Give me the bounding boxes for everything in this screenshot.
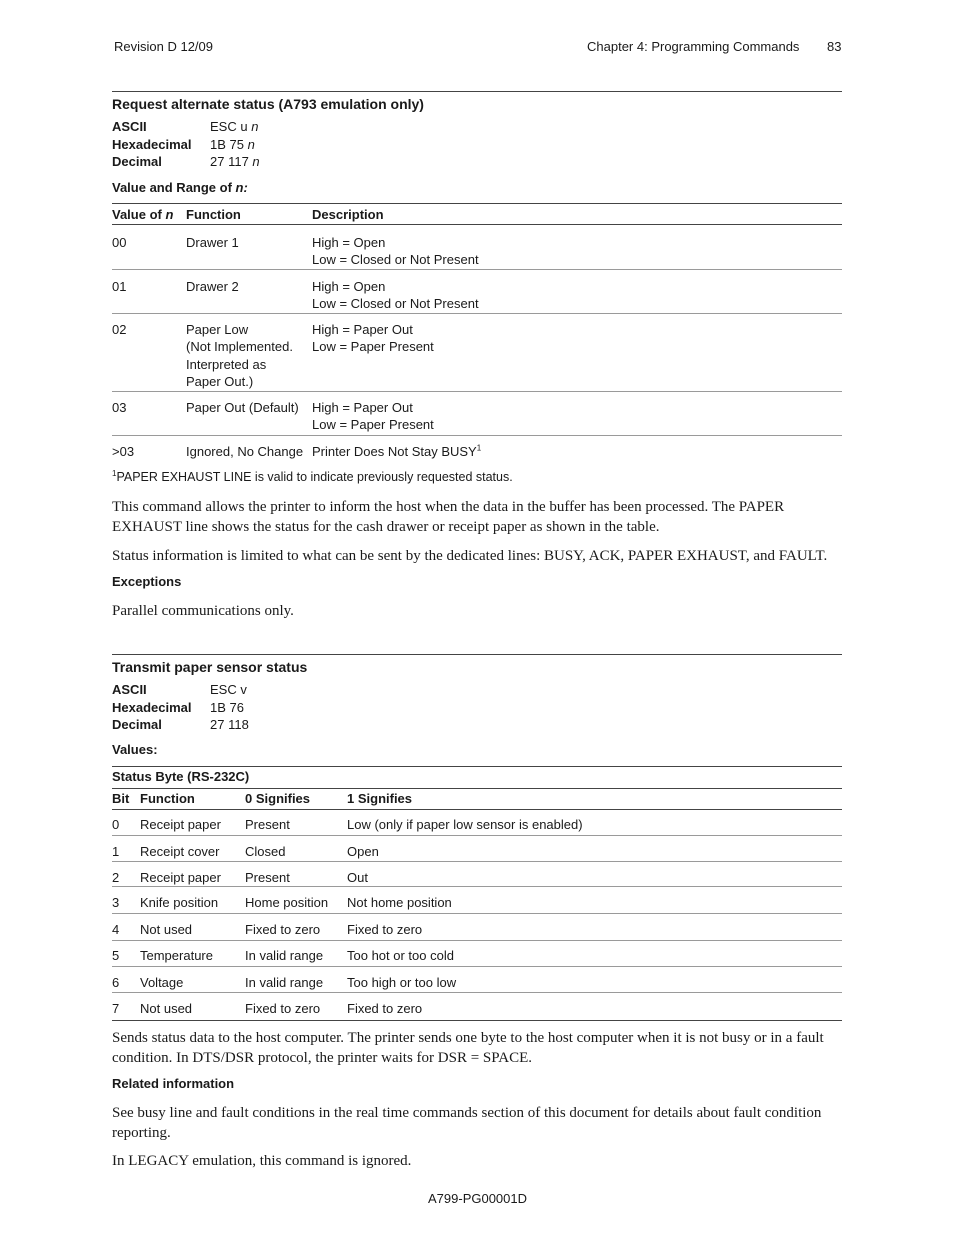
range-label: Value and Range of n:	[112, 180, 248, 195]
ascii-param: n	[251, 119, 259, 134]
section-rule	[112, 654, 842, 655]
section-title: Transmit paper sensor status	[112, 659, 308, 675]
col-header-function: Function	[186, 207, 241, 222]
exceptions-heading: Exceptions	[112, 574, 182, 589]
row-divider	[112, 391, 842, 392]
ascii-label: ASCII	[112, 119, 147, 134]
row-one: Too hot or too cold	[347, 948, 454, 963]
row-description: High = Paper Out	[312, 322, 413, 337]
related-text: See busy line and fault conditions in the real time commands section of this document for details about fault condition reporting.	[112, 1105, 822, 1141]
row-bit: 4	[112, 922, 120, 937]
row-zero: In valid range	[245, 948, 324, 963]
legacy-text: In LEGACY emulation, this command is ignored.	[112, 1153, 412, 1169]
col-header-bit: Bit	[112, 791, 130, 806]
row-zero: Present	[245, 817, 290, 832]
row-function: Receipt paper	[140, 817, 221, 832]
decimal-param: n	[252, 154, 260, 169]
row-function: Receipt cover	[140, 844, 220, 859]
row-divider	[112, 861, 842, 862]
row-function: Not used	[140, 1001, 193, 1016]
exceptions-text: Parallel communications only.	[112, 603, 294, 619]
row-zero: Closed	[245, 844, 286, 859]
col-header-zero: 0 Signifies	[245, 791, 311, 806]
section-title: Request alternate status (A793 emulation only)	[112, 96, 424, 112]
table-subheader-rule	[112, 788, 842, 789]
command-codes	[112, 681, 249, 734]
row-divider	[112, 886, 842, 887]
values-label: Values:	[112, 742, 158, 757]
row-description: High = Open	[312, 235, 386, 250]
col-header-one: 1 Signifies	[347, 791, 413, 806]
row-function: Not used	[140, 922, 193, 937]
decimal-value: 27 117	[210, 154, 249, 169]
table-header-rule	[112, 809, 842, 810]
status-paragraph: Status information is limited to what can be sent by the dedicated lines: BUSY, ACK, PAPER EXHAUST, and FAULT.	[112, 548, 828, 564]
footnote: $^1$PAPER EXHAUST LINE is valid to indicate previously requested status.	[112, 468, 513, 484]
section-rule	[112, 91, 842, 92]
description-paragraph: Sends status data to the host computer. The printer sends one byte to the host computer when it is not busy or in a fault condition. In DTS/DSR protocol, the printer waits for DSR = SPACE.	[112, 1030, 824, 1066]
row-divider	[112, 992, 842, 993]
row-divider	[112, 940, 842, 941]
row-description: Printer Does Not Stay BUSY$^1$	[312, 443, 482, 459]
row-value: 02	[112, 322, 127, 337]
status-byte-label: Status Byte (RS-232C)	[112, 769, 250, 784]
page-number: 83	[827, 39, 842, 54]
row-function: Ignored, No Change	[186, 444, 304, 459]
related-heading: Related information	[112, 1076, 235, 1091]
row-bit: 3	[112, 895, 120, 910]
row-divider	[112, 835, 842, 836]
row-bit: 2	[112, 870, 120, 885]
row-function: Receipt paper	[140, 870, 221, 885]
row-description: Low = Closed or Not Present	[312, 252, 479, 267]
hex-param: n	[247, 136, 255, 152]
revision-label: Revision D 12/09	[114, 39, 213, 54]
row-zero: Home position	[245, 895, 329, 910]
row-one: Too high or too low	[347, 975, 457, 990]
command-codes	[112, 118, 260, 171]
row-value: >03	[112, 444, 135, 459]
row-zero: Present	[245, 870, 290, 885]
row-function: (Not Implemented.	[186, 339, 293, 354]
row-zero: Fixed to zero	[245, 922, 321, 937]
row-function: Paper Low	[186, 322, 249, 337]
decimal-label: Decimal	[112, 154, 162, 169]
row-description: Low = Paper Present	[312, 417, 434, 432]
table-top-rule	[112, 203, 842, 204]
row-one: Fixed to zero	[347, 922, 423, 937]
row-divider	[112, 269, 842, 270]
row-one: Not home position	[347, 895, 452, 910]
row-value: 03	[112, 400, 127, 415]
row-function: Voltage	[140, 975, 184, 990]
row-description: High = Paper Out	[312, 400, 413, 415]
row-bit: 1	[112, 844, 120, 859]
table-bottom-rule	[112, 1020, 842, 1021]
hex-value: 1B 75	[210, 136, 244, 152]
decimal-value: 27 118	[210, 717, 249, 732]
col-header-value: Value of n	[112, 207, 174, 222]
row-value: 00	[112, 235, 127, 250]
row-bit: 6	[112, 975, 120, 990]
ascii-value: ESC v	[210, 682, 247, 697]
row-divider	[112, 913, 842, 914]
row-divider	[112, 435, 842, 436]
row-function: Drawer 1	[186, 235, 239, 250]
row-function: Paper Out (Default)	[186, 400, 299, 415]
row-divider	[112, 966, 842, 967]
ascii-label: ASCII	[112, 682, 147, 697]
ascii-value: ESC u	[210, 119, 248, 134]
hex-value: 1B 76	[210, 699, 244, 715]
row-zero: In valid range	[245, 975, 324, 990]
row-bit: 5	[112, 948, 120, 963]
row-function: Paper Out.)	[186, 374, 254, 389]
decimal-label: Decimal	[112, 717, 162, 732]
chapter-label: Chapter 4: Programming Commands	[587, 39, 800, 54]
row-function: Knife position	[140, 895, 219, 910]
col-header-function: Function	[140, 791, 195, 806]
row-value: 01	[112, 279, 127, 294]
row-divider	[112, 313, 842, 314]
row-description: Low = Paper Present	[312, 339, 434, 354]
hex-label: Hexadecimal	[112, 699, 192, 715]
row-function: Temperature	[140, 948, 213, 963]
col-header-description: Description	[312, 207, 384, 222]
row-function: Drawer 2	[186, 279, 239, 294]
row-one: Out	[347, 870, 368, 885]
row-zero: Fixed to zero	[245, 1001, 321, 1016]
row-one: Low (only if paper low sensor is enabled)	[347, 817, 583, 832]
description-paragraph: This command allows the printer to inform the host when the data in the buffer has been processed. The PAPER EXHAUST line shows the status for the cash drawer or receipt paper as shown in the table.	[112, 499, 785, 535]
row-one: Open	[347, 844, 379, 859]
row-one: Fixed to zero	[347, 1001, 423, 1016]
document-number: A799-PG00001D	[428, 1191, 528, 1206]
row-description: High = Open	[312, 279, 386, 294]
row-description: Low = Closed or Not Present	[312, 296, 479, 311]
row-bit: 0	[112, 817, 120, 832]
table-header-rule	[112, 224, 842, 225]
hex-label: Hexadecimal	[112, 136, 192, 152]
row-bit: 7	[112, 1001, 120, 1016]
table-top-rule	[112, 766, 842, 767]
row-function: Interpreted as	[186, 357, 267, 372]
